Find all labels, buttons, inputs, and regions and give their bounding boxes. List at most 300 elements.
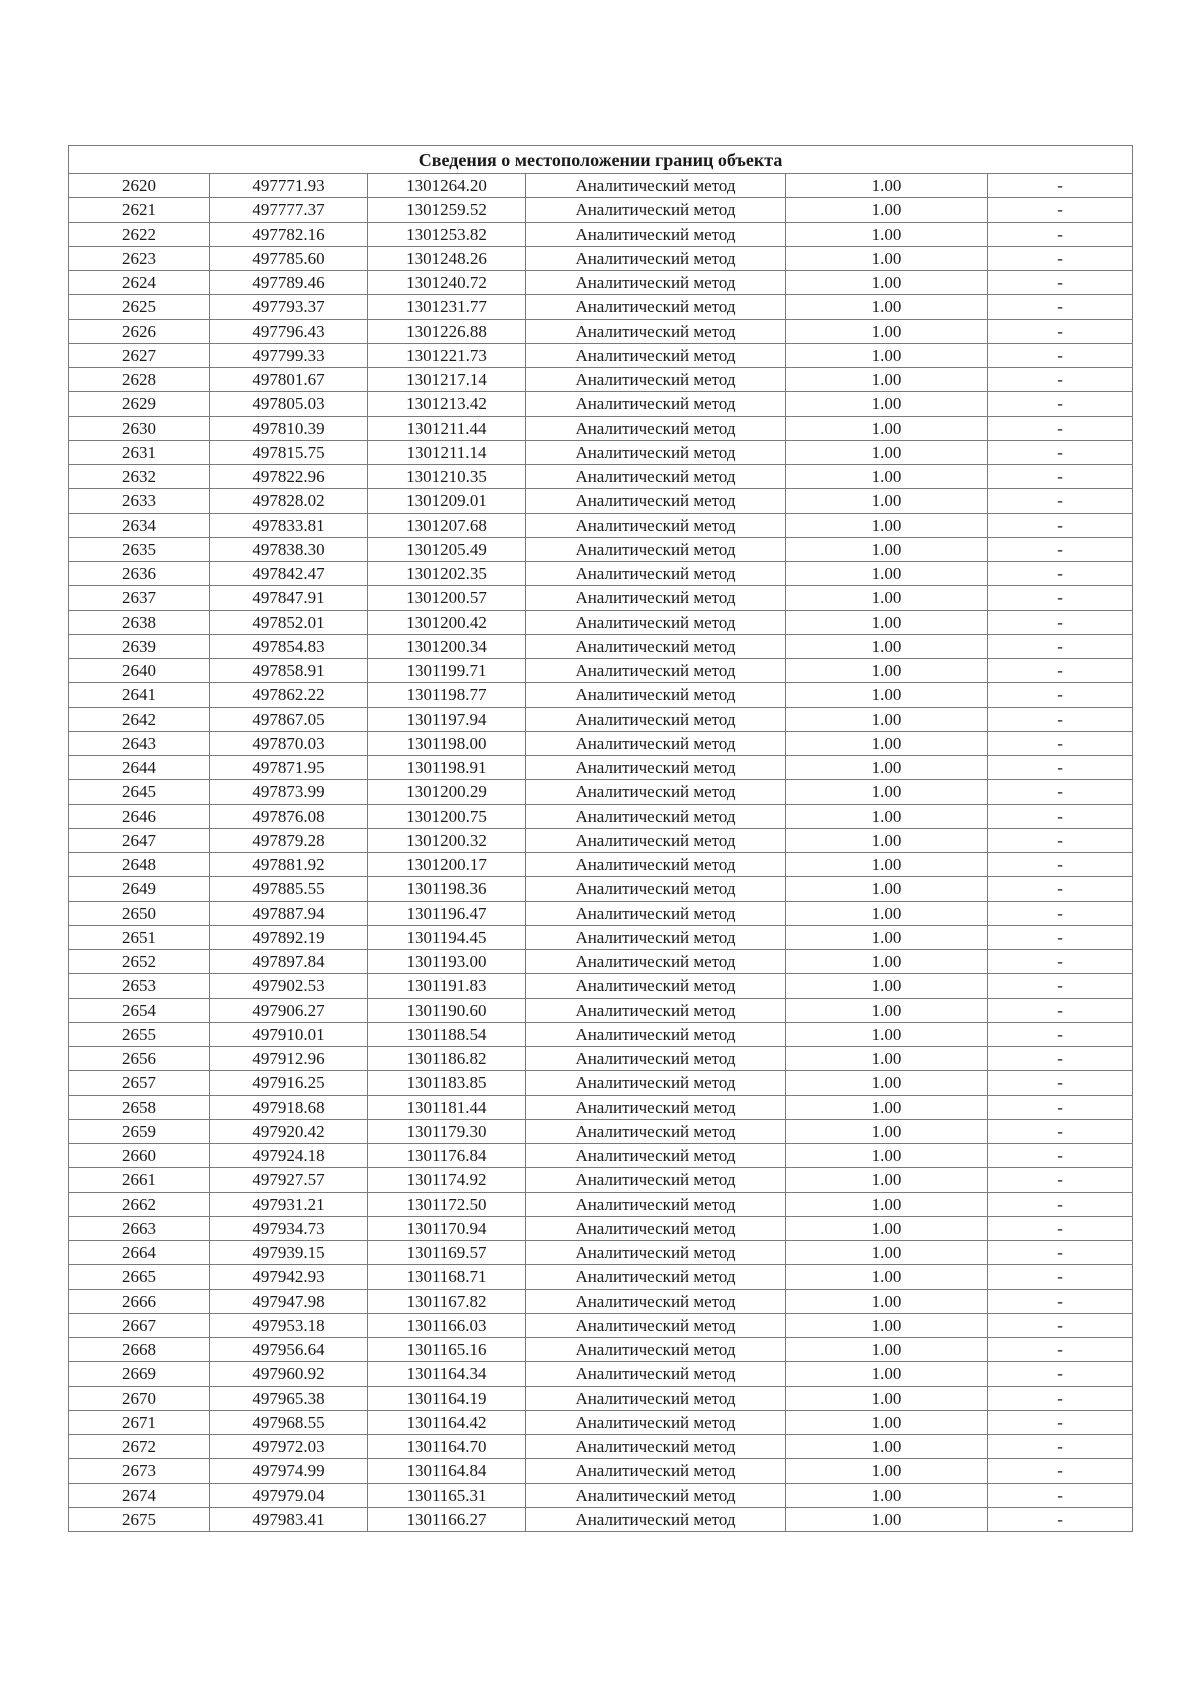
x-coordinate-cell: 497953.18 <box>210 1313 368 1337</box>
accuracy-cell: 1.00 <box>786 828 988 852</box>
description-cell: - <box>988 659 1133 683</box>
y-coordinate-cell: 1301165.31 <box>368 1483 526 1507</box>
y-coordinate-cell: 1301200.29 <box>368 780 526 804</box>
accuracy-cell: 1.00 <box>786 319 988 343</box>
description-cell: - <box>988 731 1133 755</box>
y-coordinate-cell: 1301226.88 <box>368 319 526 343</box>
point-number-cell: 2658 <box>69 1095 210 1119</box>
table-row <box>69 756 1133 780</box>
table-body <box>69 174 1133 1532</box>
point-number-cell: 2667 <box>69 1313 210 1337</box>
x-coordinate-cell: 497810.39 <box>210 416 368 440</box>
description-cell: - <box>988 586 1133 610</box>
description-cell: - <box>988 780 1133 804</box>
description-cell: - <box>988 392 1133 416</box>
y-coordinate-cell: 1301221.73 <box>368 343 526 367</box>
x-coordinate-cell: 497897.84 <box>210 950 368 974</box>
accuracy-cell: 1.00 <box>786 465 988 489</box>
accuracy-cell: 1.00 <box>786 368 988 392</box>
point-number-cell: 2627 <box>69 343 210 367</box>
accuracy-cell: 1.00 <box>786 974 988 998</box>
x-coordinate-cell: 497939.15 <box>210 1241 368 1265</box>
point-number-cell: 2662 <box>69 1192 210 1216</box>
description-cell: - <box>988 1459 1133 1483</box>
method-cell: Аналитический метод <box>526 998 786 1022</box>
description-cell: - <box>988 465 1133 489</box>
accuracy-cell: 1.00 <box>786 683 988 707</box>
y-coordinate-cell: 1301200.32 <box>368 828 526 852</box>
x-coordinate-cell: 497828.02 <box>210 489 368 513</box>
description-cell: - <box>988 1095 1133 1119</box>
method-cell: Аналитический метод <box>526 174 786 198</box>
description-cell: - <box>988 756 1133 780</box>
x-coordinate-cell: 497867.05 <box>210 707 368 731</box>
table-title: Сведения о местоположении границ объекта <box>69 146 1133 174</box>
method-cell: Аналитический метод <box>526 1144 786 1168</box>
table-row <box>69 780 1133 804</box>
point-number-cell: 2666 <box>69 1289 210 1313</box>
table-row <box>69 537 1133 561</box>
point-number-cell: 2646 <box>69 804 210 828</box>
method-cell: Аналитический метод <box>526 780 786 804</box>
point-number-cell: 2655 <box>69 1022 210 1046</box>
table-row <box>69 974 1133 998</box>
accuracy-cell: 1.00 <box>786 1071 988 1095</box>
y-coordinate-cell: 1301168.71 <box>368 1265 526 1289</box>
y-coordinate-cell: 1301210.35 <box>368 465 526 489</box>
point-number-cell: 2660 <box>69 1144 210 1168</box>
method-cell: Аналитический метод <box>526 295 786 319</box>
table-row <box>69 1241 1133 1265</box>
accuracy-cell: 1.00 <box>786 1192 988 1216</box>
accuracy-cell: 1.00 <box>786 950 988 974</box>
method-cell: Аналитический метод <box>526 416 786 440</box>
point-number-cell: 2650 <box>69 901 210 925</box>
table-row <box>69 1047 1133 1071</box>
x-coordinate-cell: 497854.83 <box>210 634 368 658</box>
description-cell: - <box>988 1313 1133 1337</box>
description-cell: - <box>988 950 1133 974</box>
point-number-cell: 2665 <box>69 1265 210 1289</box>
y-coordinate-cell: 1301200.17 <box>368 853 526 877</box>
y-coordinate-cell: 1301198.91 <box>368 756 526 780</box>
y-coordinate-cell: 1301170.94 <box>368 1216 526 1240</box>
accuracy-cell: 1.00 <box>786 998 988 1022</box>
description-cell: - <box>988 877 1133 901</box>
method-cell: Аналитический метод <box>526 1483 786 1507</box>
accuracy-cell: 1.00 <box>786 925 988 949</box>
y-coordinate-cell: 1301164.42 <box>368 1410 526 1434</box>
y-coordinate-cell: 1301211.14 <box>368 440 526 464</box>
point-number-cell: 2649 <box>69 877 210 901</box>
accuracy-cell: 1.00 <box>786 295 988 319</box>
y-coordinate-cell: 1301209.01 <box>368 489 526 513</box>
y-coordinate-cell: 1301240.72 <box>368 271 526 295</box>
table-row <box>69 659 1133 683</box>
x-coordinate-cell: 497852.01 <box>210 610 368 634</box>
x-coordinate-cell: 497934.73 <box>210 1216 368 1240</box>
table-row <box>69 707 1133 731</box>
point-number-cell: 2622 <box>69 222 210 246</box>
x-coordinate-cell: 497906.27 <box>210 998 368 1022</box>
description-cell: - <box>988 925 1133 949</box>
method-cell: Аналитический метод <box>526 222 786 246</box>
accuracy-cell: 1.00 <box>786 1459 988 1483</box>
method-cell: Аналитический метод <box>526 1338 786 1362</box>
accuracy-cell: 1.00 <box>786 537 988 561</box>
table-row <box>69 731 1133 755</box>
accuracy-cell: 1.00 <box>786 1265 988 1289</box>
accuracy-cell: 1.00 <box>786 1338 988 1362</box>
accuracy-cell: 1.00 <box>786 343 988 367</box>
method-cell: Аналитический метод <box>526 537 786 561</box>
x-coordinate-cell: 497777.37 <box>210 198 368 222</box>
method-cell: Аналитический метод <box>526 1119 786 1143</box>
x-coordinate-cell: 497983.41 <box>210 1507 368 1531</box>
y-coordinate-cell: 1301164.70 <box>368 1435 526 1459</box>
x-coordinate-cell: 497912.96 <box>210 1047 368 1071</box>
point-number-cell: 2628 <box>69 368 210 392</box>
x-coordinate-cell: 497879.28 <box>210 828 368 852</box>
x-coordinate-cell: 497931.21 <box>210 1192 368 1216</box>
x-coordinate-cell: 497947.98 <box>210 1289 368 1313</box>
method-cell: Аналитический метод <box>526 707 786 731</box>
description-cell: - <box>988 707 1133 731</box>
description-cell: - <box>988 1338 1133 1362</box>
point-number-cell: 2632 <box>69 465 210 489</box>
point-number-cell: 2636 <box>69 562 210 586</box>
accuracy-cell: 1.00 <box>786 634 988 658</box>
x-coordinate-cell: 497916.25 <box>210 1071 368 1095</box>
x-coordinate-cell: 497805.03 <box>210 392 368 416</box>
y-coordinate-cell: 1301164.19 <box>368 1386 526 1410</box>
y-coordinate-cell: 1301194.45 <box>368 925 526 949</box>
x-coordinate-cell: 497910.01 <box>210 1022 368 1046</box>
accuracy-cell: 1.00 <box>786 1119 988 1143</box>
y-coordinate-cell: 1301165.16 <box>368 1338 526 1362</box>
point-number-cell: 2661 <box>69 1168 210 1192</box>
x-coordinate-cell: 497920.42 <box>210 1119 368 1143</box>
accuracy-cell: 1.00 <box>786 780 988 804</box>
table-row <box>69 222 1133 246</box>
point-number-cell: 2672 <box>69 1435 210 1459</box>
description-cell: - <box>988 1192 1133 1216</box>
method-cell: Аналитический метод <box>526 877 786 901</box>
y-coordinate-cell: 1301200.75 <box>368 804 526 828</box>
point-number-cell: 2653 <box>69 974 210 998</box>
table-row <box>69 416 1133 440</box>
method-cell: Аналитический метод <box>526 1386 786 1410</box>
table-row <box>69 586 1133 610</box>
accuracy-cell: 1.00 <box>786 1435 988 1459</box>
x-coordinate-cell: 497842.47 <box>210 562 368 586</box>
x-coordinate-cell: 497789.46 <box>210 271 368 295</box>
description-cell: - <box>988 174 1133 198</box>
accuracy-cell: 1.00 <box>786 1216 988 1240</box>
y-coordinate-cell: 1301259.52 <box>368 198 526 222</box>
description-cell: - <box>988 1435 1133 1459</box>
table-row <box>69 1144 1133 1168</box>
description-cell: - <box>988 1168 1133 1192</box>
description-cell: - <box>988 828 1133 852</box>
accuracy-cell: 1.00 <box>786 1362 988 1386</box>
table-row <box>69 489 1133 513</box>
y-coordinate-cell: 1301188.54 <box>368 1022 526 1046</box>
method-cell: Аналитический метод <box>526 271 786 295</box>
point-number-cell: 2634 <box>69 513 210 537</box>
table-row <box>69 925 1133 949</box>
description-cell: - <box>988 368 1133 392</box>
method-cell: Аналитический метод <box>526 1022 786 1046</box>
table-row <box>69 271 1133 295</box>
y-coordinate-cell: 1301200.42 <box>368 610 526 634</box>
x-coordinate-cell: 497862.22 <box>210 683 368 707</box>
table-row <box>69 828 1133 852</box>
method-cell: Аналитический метод <box>526 368 786 392</box>
method-cell: Аналитический метод <box>526 659 786 683</box>
method-cell: Аналитический метод <box>526 731 786 755</box>
y-coordinate-cell: 1301231.77 <box>368 295 526 319</box>
y-coordinate-cell: 1301217.14 <box>368 368 526 392</box>
description-cell: - <box>988 683 1133 707</box>
description-cell: - <box>988 1241 1133 1265</box>
y-coordinate-cell: 1301174.92 <box>368 1168 526 1192</box>
description-cell: - <box>988 343 1133 367</box>
point-number-cell: 2654 <box>69 998 210 1022</box>
method-cell: Аналитический метод <box>526 1168 786 1192</box>
x-coordinate-cell: 497956.64 <box>210 1338 368 1362</box>
description-cell: - <box>988 1144 1133 1168</box>
y-coordinate-cell: 1301164.34 <box>368 1362 526 1386</box>
point-number-cell: 2638 <box>69 610 210 634</box>
method-cell: Аналитический метод <box>526 974 786 998</box>
table-title-row <box>69 146 1133 174</box>
table-row <box>69 392 1133 416</box>
table-row <box>69 319 1133 343</box>
table-row <box>69 174 1133 198</box>
y-coordinate-cell: 1301166.03 <box>368 1313 526 1337</box>
method-cell: Аналитический метод <box>526 1241 786 1265</box>
x-coordinate-cell: 497892.19 <box>210 925 368 949</box>
x-coordinate-cell: 497833.81 <box>210 513 368 537</box>
x-coordinate-cell: 497924.18 <box>210 1144 368 1168</box>
method-cell: Аналитический метод <box>526 392 786 416</box>
point-number-cell: 2664 <box>69 1241 210 1265</box>
table-row <box>69 1071 1133 1095</box>
table-row <box>69 1507 1133 1531</box>
method-cell: Аналитический метод <box>526 950 786 974</box>
method-cell: Аналитический метод <box>526 440 786 464</box>
table-row <box>69 1338 1133 1362</box>
accuracy-cell: 1.00 <box>786 246 988 270</box>
y-coordinate-cell: 1301197.94 <box>368 707 526 731</box>
method-cell: Аналитический метод <box>526 853 786 877</box>
table-row <box>69 1362 1133 1386</box>
description-cell: - <box>988 271 1133 295</box>
y-coordinate-cell: 1301264.20 <box>368 174 526 198</box>
accuracy-cell: 1.00 <box>786 731 988 755</box>
x-coordinate-cell: 497942.93 <box>210 1265 368 1289</box>
y-coordinate-cell: 1301166.27 <box>368 1507 526 1531</box>
y-coordinate-cell: 1301176.84 <box>368 1144 526 1168</box>
point-number-cell: 2644 <box>69 756 210 780</box>
accuracy-cell: 1.00 <box>786 416 988 440</box>
description-cell: - <box>988 295 1133 319</box>
point-number-cell: 2651 <box>69 925 210 949</box>
y-coordinate-cell: 1301164.84 <box>368 1459 526 1483</box>
point-number-cell: 2629 <box>69 392 210 416</box>
x-coordinate-cell: 497979.04 <box>210 1483 368 1507</box>
y-coordinate-cell: 1301202.35 <box>368 562 526 586</box>
description-cell: - <box>988 1216 1133 1240</box>
description-cell: - <box>988 513 1133 537</box>
method-cell: Аналитический метод <box>526 343 786 367</box>
table-row <box>69 198 1133 222</box>
x-coordinate-cell: 497870.03 <box>210 731 368 755</box>
point-number-cell: 2637 <box>69 586 210 610</box>
point-number-cell: 2624 <box>69 271 210 295</box>
point-number-cell: 2645 <box>69 780 210 804</box>
method-cell: Аналитический метод <box>526 804 786 828</box>
x-coordinate-cell: 497887.94 <box>210 901 368 925</box>
point-number-cell: 2670 <box>69 1386 210 1410</box>
accuracy-cell: 1.00 <box>786 1483 988 1507</box>
accuracy-cell: 1.00 <box>786 756 988 780</box>
description-cell: - <box>988 1362 1133 1386</box>
table-row <box>69 1095 1133 1119</box>
y-coordinate-cell: 1301179.30 <box>368 1119 526 1143</box>
accuracy-cell: 1.00 <box>786 1313 988 1337</box>
accuracy-cell: 1.00 <box>786 1022 988 1046</box>
table-row <box>69 368 1133 392</box>
accuracy-cell: 1.00 <box>786 1095 988 1119</box>
y-coordinate-cell: 1301186.82 <box>368 1047 526 1071</box>
description-cell: - <box>988 1119 1133 1143</box>
table-row <box>69 1289 1133 1313</box>
method-cell: Аналитический метод <box>526 610 786 634</box>
method-cell: Аналитический метод <box>526 1362 786 1386</box>
description-cell: - <box>988 1265 1133 1289</box>
table-row <box>69 246 1133 270</box>
method-cell: Аналитический метод <box>526 246 786 270</box>
x-coordinate-cell: 497876.08 <box>210 804 368 828</box>
y-coordinate-cell: 1301198.77 <box>368 683 526 707</box>
x-coordinate-cell: 497822.96 <box>210 465 368 489</box>
point-number-cell: 2674 <box>69 1483 210 1507</box>
method-cell: Аналитический метод <box>526 756 786 780</box>
point-number-cell: 2620 <box>69 174 210 198</box>
x-coordinate-cell: 497793.37 <box>210 295 368 319</box>
method-cell: Аналитический метод <box>526 925 786 949</box>
method-cell: Аналитический метод <box>526 1459 786 1483</box>
x-coordinate-cell: 497960.92 <box>210 1362 368 1386</box>
description-cell: - <box>988 1386 1133 1410</box>
accuracy-cell: 1.00 <box>786 1289 988 1313</box>
accuracy-cell: 1.00 <box>786 804 988 828</box>
method-cell: Аналитический метод <box>526 586 786 610</box>
point-number-cell: 2631 <box>69 440 210 464</box>
point-number-cell: 2625 <box>69 295 210 319</box>
description-cell: - <box>988 222 1133 246</box>
point-number-cell: 2668 <box>69 1338 210 1362</box>
accuracy-cell: 1.00 <box>786 610 988 634</box>
y-coordinate-cell: 1301167.82 <box>368 1289 526 1313</box>
point-number-cell: 2671 <box>69 1410 210 1434</box>
table-row <box>69 1459 1133 1483</box>
point-number-cell: 2642 <box>69 707 210 731</box>
x-coordinate-cell: 497858.91 <box>210 659 368 683</box>
y-coordinate-cell: 1301198.00 <box>368 731 526 755</box>
point-number-cell: 2626 <box>69 319 210 343</box>
point-number-cell: 2635 <box>69 537 210 561</box>
x-coordinate-cell: 497873.99 <box>210 780 368 804</box>
y-coordinate-cell: 1301248.26 <box>368 246 526 270</box>
point-number-cell: 2675 <box>69 1507 210 1531</box>
method-cell: Аналитический метод <box>526 1435 786 1459</box>
x-coordinate-cell: 497974.99 <box>210 1459 368 1483</box>
method-cell: Аналитический метод <box>526 562 786 586</box>
x-coordinate-cell: 497796.43 <box>210 319 368 343</box>
x-coordinate-cell: 497847.91 <box>210 586 368 610</box>
method-cell: Аналитический метод <box>526 683 786 707</box>
accuracy-cell: 1.00 <box>786 877 988 901</box>
description-cell: - <box>988 198 1133 222</box>
y-coordinate-cell: 1301198.36 <box>368 877 526 901</box>
point-number-cell: 2630 <box>69 416 210 440</box>
accuracy-cell: 1.00 <box>786 659 988 683</box>
accuracy-cell: 1.00 <box>786 440 988 464</box>
description-cell: - <box>988 537 1133 561</box>
table-row <box>69 950 1133 974</box>
x-coordinate-cell: 497785.60 <box>210 246 368 270</box>
table-row <box>69 1265 1133 1289</box>
description-cell: - <box>988 634 1133 658</box>
method-cell: Аналитический метод <box>526 1095 786 1119</box>
x-coordinate-cell: 497801.67 <box>210 368 368 392</box>
accuracy-cell: 1.00 <box>786 174 988 198</box>
y-coordinate-cell: 1301172.50 <box>368 1192 526 1216</box>
method-cell: Аналитический метод <box>526 1216 786 1240</box>
x-coordinate-cell: 497965.38 <box>210 1386 368 1410</box>
description-cell: - <box>988 1410 1133 1434</box>
y-coordinate-cell: 1301193.00 <box>368 950 526 974</box>
x-coordinate-cell: 497918.68 <box>210 1095 368 1119</box>
boundary-coordinates-table <box>68 145 1133 1532</box>
point-number-cell: 2669 <box>69 1362 210 1386</box>
method-cell: Аналитический метод <box>526 1289 786 1313</box>
description-cell: - <box>988 853 1133 877</box>
method-cell: Аналитический метод <box>526 1265 786 1289</box>
table-row <box>69 343 1133 367</box>
table-row <box>69 1435 1133 1459</box>
x-coordinate-cell: 497927.57 <box>210 1168 368 1192</box>
table-row <box>69 998 1133 1022</box>
description-cell: - <box>988 901 1133 925</box>
table-row <box>69 1022 1133 1046</box>
accuracy-cell: 1.00 <box>786 1386 988 1410</box>
description-cell: - <box>988 998 1133 1022</box>
y-coordinate-cell: 1301200.57 <box>368 586 526 610</box>
method-cell: Аналитический метод <box>526 198 786 222</box>
y-coordinate-cell: 1301199.71 <box>368 659 526 683</box>
y-coordinate-cell: 1301191.83 <box>368 974 526 998</box>
accuracy-cell: 1.00 <box>786 271 988 295</box>
method-cell: Аналитический метод <box>526 1047 786 1071</box>
table-row <box>69 1119 1133 1143</box>
y-coordinate-cell: 1301169.57 <box>368 1241 526 1265</box>
method-cell: Аналитический метод <box>526 901 786 925</box>
y-coordinate-cell: 1301200.34 <box>368 634 526 658</box>
